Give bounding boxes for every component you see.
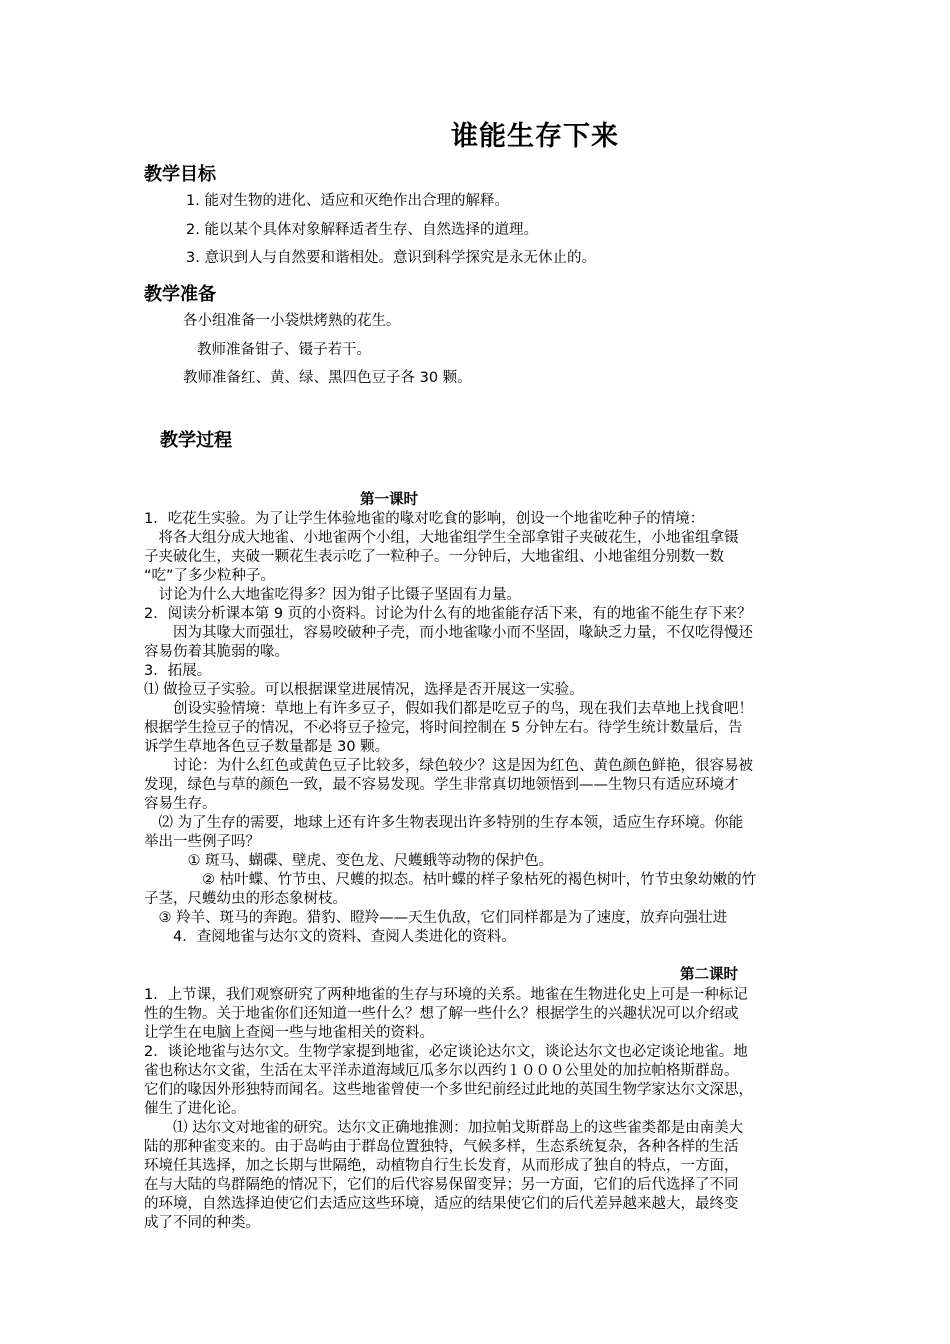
section-heading-goals: 教学目标 [144,164,216,185]
goal-item: 3. 意识到人与自然要和谐相处。意识到科学探究是永无休止的。 [186,250,596,266]
lesson1-line: ② 枯叶蝶、竹节虫、尺蠖的拟态。枯叶蝶的样子象枯死的褐色树叶，竹节虫象幼嫩的竹 [144,872,757,888]
lesson1-line: ⑵ 为了生存的需要，地球上还有许多生物表现出许多特别的生存本领，适应生存环境。你能 [144,815,744,831]
lesson2-heading: 第二课时 [680,967,738,983]
prep-item: 教师准备钳子、镊子若干。 [197,342,371,358]
lesson1-line: ① 斑马、蝴碟、壁虎、变色龙、尺蠖蛾等动物的保护色。 [144,853,554,869]
lesson1-line: 容易生存。 [144,796,217,812]
lesson2-line: 雀也称达尔文雀，生活在太平洋赤道海域厄瓜多尔以西约１０００公里处的加拉帕格斯群岛。 [144,1063,739,1079]
lesson2-line: 的环境，自然选择迫使它们去适应这些环境，适应的结果使它们的后代差异越来越大，最终变 [144,1196,739,1212]
prep-item: 各小组准备一小袋烘烤熟的花生。 [183,313,401,329]
prep-item: 教师准备红、黄、绿、黑四色豆子各 30 颗。 [183,370,472,386]
lesson1-line: ③ 羚羊、斑马的奔跑。猎豹、瞪羚——天生仇敌，它们同样都是为了速度，放弃向强壮进 [144,910,728,926]
lesson1-line: 1．吃花生实验。为了让学生体验地雀的喙对吃食的影响，创设一个地雀吃种子的情境： [144,511,705,527]
section-heading-process: 教学过程 [160,430,232,451]
lesson1-line: 2．阅读分析课本第 9 页的小资料。讨论为什么有的地雀能存活下来，有的地雀不能生存下来？ [144,606,752,622]
lesson1-line: 将各大组分成大地雀、小地雀两个小组，大地雀组学生全部拿钳子夹破花生，小地雀组拿镊 [144,530,739,546]
lesson2-line: 成了不同的种类。 [144,1215,260,1231]
lesson2-line: 1．上节课，我们观察研究了两种地雀的生存与环境的关系。地雀在生物进化史上可是一种标记 [144,987,748,1003]
page-title: 谁能生存下来 [451,121,619,152]
lesson1-line: ⑴ 做捡豆子实验。可以根据课堂进展情况，选择是否开展这一实验。 [144,682,584,698]
lesson1-line: 3．拓展。 [144,663,212,679]
lesson2-line: 性的生物。关于地雀你们还知道一些什么？想了解一些什么？根据学生的兴趣状况可以介绍或 [144,1006,739,1022]
lesson2-line: 它们的喙因外形独特而闻名。这些地雀曾使一个多世纪前经过此地的英国生物学家达尔文深思， [144,1082,753,1098]
lesson1-line: 讨论为什么大地雀吃得多？因为钳子比镊子坚固有力量。 [144,587,521,603]
lesson1-body [144,510,814,947]
lesson2-line: 催生了进化论。 [144,1101,246,1117]
lesson1-line: 发现，绿色与草的颜色一致，最不容易发现。学生非常真切地领悟到——生物只有适应环境才 [144,777,739,793]
lesson1-line: “吃”了多少粒种子。 [144,568,276,584]
lesson1-line: 讨论：为什么红色或黄色豆子比较多，绿色较少？这是因为红色、黄色颜色鲜艳，很容易被 [144,758,753,774]
section-heading-prep: 教学准备 [144,284,216,305]
lesson1-line: 诉学生草地各色豆子数量都是 30 颗。 [144,739,390,755]
lesson1-line: 举出一些例子吗？ [144,834,260,850]
lesson1-heading: 第一课时 [360,492,418,508]
lesson1-line: 因为其喙大而强壮，容易咬破种子壳，而小地雀喙小而不坚固，喙缺乏力量，不仅吃得慢还 [144,625,753,641]
lesson1-line: 子夹破化生，夹破一颗花生表示吃了一粒种子。一分钟后，大地雀组、小地雀组分别数一数 [144,549,724,565]
lesson2-line: 环境任其选择，加之长期与世隔绝，动植物自行生长发育，从而形成了独自的特点，一方面， [144,1158,739,1174]
lesson2-line: 在与大陆的鸟群隔绝的情况下，它们的后代容易保留变异；另一方面，它们的后代选择了不同 [144,1177,739,1193]
lesson2-line: 2．谈论地雀与达尔文。生物学家提到地雀，必定谈论达尔文，谈论达尔文也必定谈论地雀。地 [144,1044,748,1060]
lesson1-line: 容易伤着其脆弱的喙。 [144,644,289,660]
lesson2-body [144,986,814,1233]
lesson2-line: 陆的那种雀变来的。由于岛屿由于群岛位置独特，气候多样，生态系统复杂，各种各样的生活 [144,1139,739,1155]
lesson1-line: 创设实验情境：草地上有许多豆子，假如我们都是吃豆子的鸟，现在我们去草地上找食吧！ [144,701,753,717]
goal-item: 1. 能对生物的进化、适应和灭绝作出合理的解释。 [186,193,509,209]
lesson1-line: 4．查阅地雀与达尔文的资料、查阅人类进化的资料。 [144,929,516,945]
lesson2-line: 让学生在电脑上查阅一些与地雀相关的资料。 [144,1025,434,1041]
lesson2-line: ⑴ 达尔文对地雀的研究。达尔文正确地推测：加拉帕戈斯群岛上的这些雀类都是由南美大 [144,1120,744,1136]
lesson1-line: 子茎，尺蠖幼虫的形态象树枝。 [144,891,347,907]
goal-item: 2. 能以某个具体对象解释适者生存、自然选择的道理。 [186,222,538,238]
lesson1-line: 根据学生捡豆子的情况，不必将豆子捡完，将时间控制在 5 分钟左右。待学生统计数量后，告 [144,720,743,736]
